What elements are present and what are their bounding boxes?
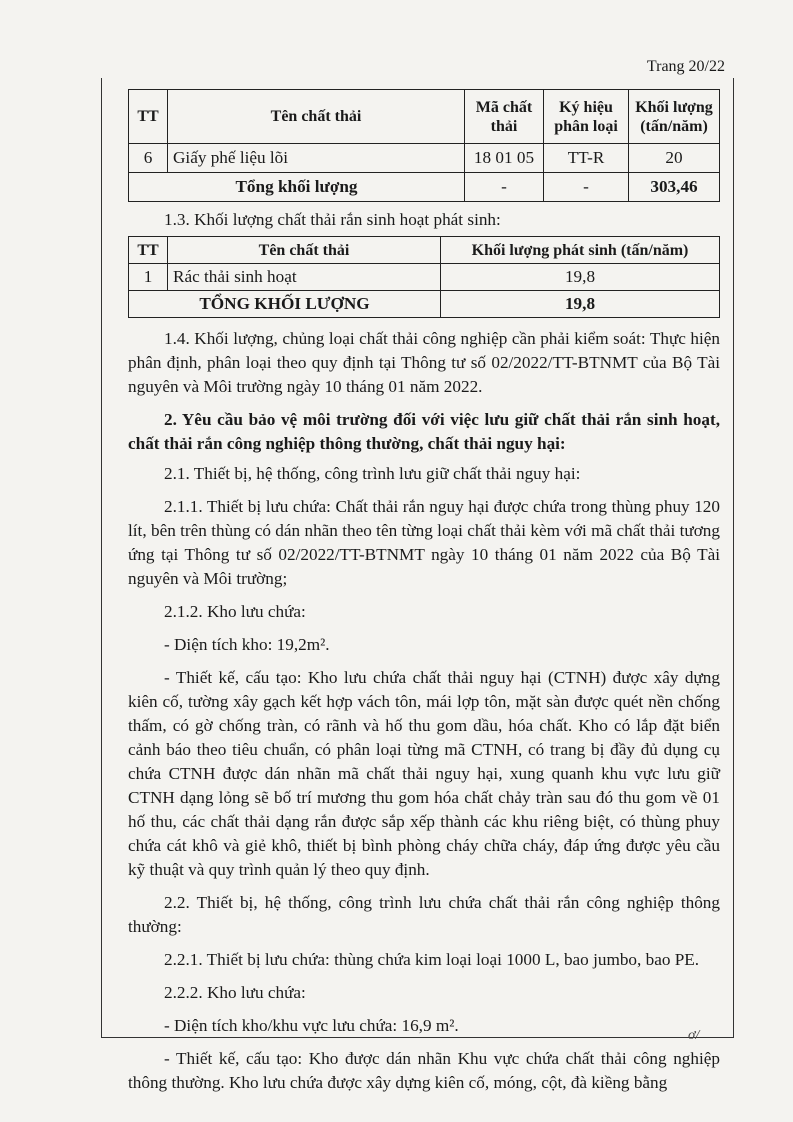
- cell-waste-name: Rác thải sinh hoạt: [168, 264, 441, 291]
- storage-design-2: - Thiết kế, cấu tạo: Kho được dán nhãn Khu vực chứa chất thải công nghiệp thông thường. Kho lưu chứa được xây dựng kiên cố, móng, cột, đà kiềng bằng: [128, 1049, 720, 1092]
- header-classification: Ký hiệu phân loại: [544, 90, 629, 144]
- header-tt: TT: [129, 237, 168, 264]
- cell-tt: 1: [129, 264, 168, 291]
- table-total-row: [129, 173, 720, 202]
- section-2-1: 2.1. Thiết bị, hệ thống, công trình lưu giữ chất thải nguy hại:: [164, 464, 581, 483]
- header-quantity: Khối lượng phát sinh (tấn/năm): [441, 237, 720, 264]
- cell-tt: 6: [129, 144, 168, 173]
- hazardous-waste-table: [128, 89, 720, 202]
- document-body: [128, 89, 720, 1095]
- header-quantity: Khối lượng (tấn/năm): [629, 90, 720, 144]
- total-quantity: 19,8: [441, 291, 720, 318]
- total-label: TỔNG KHỐI LƯỢNG: [129, 291, 441, 318]
- header-waste-code: Mã chất thải: [465, 90, 544, 144]
- header-tt: TT: [129, 90, 168, 144]
- section-1-3: 1.3. Khối lượng chất thải rắn sinh hoạt phát sinh:: [164, 210, 501, 229]
- total-quantity: 303,46: [629, 173, 720, 202]
- cell-waste-code: 18 01 05: [465, 144, 544, 173]
- cell-quantity: 20: [629, 144, 720, 173]
- table-header-row: [129, 90, 720, 144]
- storage-area-1-end: .: [325, 635, 330, 654]
- domestic-waste-table: [128, 236, 720, 318]
- table-row: [129, 144, 720, 173]
- storage-area-1-text: - Diện tích kho: 19,2m²: [164, 635, 326, 654]
- section-2-2: 2.2. Thiết bị, hệ thống, công trình lưu chứa chất thải rắn công nghiệp thông thường:: [128, 893, 720, 936]
- storage-design-1: - Thiết kế, cấu tạo: Kho lưu chứa chất thải nguy hại (CTNH) được xây dựng kiên cố, tường xây gạch kết hợp vách tôn, mái lợp tôn, mặt sàn được quét nền chống thấm, có gờ chống tràn, có rãnh và hố thu gom dầu, hóa chất. Kho có lắp đặt biển cảnh báo theo tiêu chuẩn, có phân loại từng mã CTNH, có trang bị đầy đủ dụng cụ chứa CTNH được dán nhãn mã chất thải nguy hại, xung quanh khu vực lưu giữ CTNH dạng lỏng sẽ bố trí mương thu gom hóa chất chảy tràn sau đó thu gom về 01 hố thu, các chất thải dạng rắn được sắp xếp thành các khu riêng biệt, có thùng phuy chứa cát khô và giẻ khô, thiết bị bình phòng cháy chữa cháy, đáp ứng được yêu cầu kỹ thuật và quy trình quản lý theo quy định.: [128, 668, 720, 879]
- section-2-2-1: 2.2.1. Thiết bị lưu chứa: thùng chứa kim loại loại 1000 L, bao jumbo, bao PE.: [164, 950, 700, 969]
- section-2-2-2: 2.2.2. Kho lưu chứa:: [164, 983, 306, 1002]
- total-code: -: [465, 173, 544, 202]
- cell-waste-name: Giấy phế liệu lõi: [168, 144, 465, 173]
- table-header-row: [129, 237, 720, 264]
- section-1-4: 1.4. Khối lượng, chủng loại chất thải công nghiệp cần phải kiểm soát: Thực hiện phân định, phân loại theo quy định tại Thông tư số 02/2022/TT-BTNMT của Bộ Tài nguyên và Môi trường ngày 10 tháng 01 năm 2022.: [128, 329, 720, 396]
- section-2-heading: 2. Yêu cầu bảo vệ môi trường đối với việc lưu giữ chất thải rắn sinh hoạt, chất thải rắn công nghiệp thông thường, chất thải nguy hại:: [128, 410, 720, 453]
- cell-classification: TT-R: [544, 144, 629, 173]
- initials-mark: ơ/: [688, 1028, 700, 1043]
- page-number: Trang 20/22: [646, 58, 725, 75]
- section-2-1-1: 2.1.1. Thiết bị lưu chứa: Chất thải rắn nguy hại được chứa trong thùng phuy 120 lít, bên trên thùng có dán nhãn theo tên từng loại chất thải kèm với mã chất thải tương ứng tại Thông tư số 02/2022/TT-BTNMT ngày 10 tháng 01 năm 2022 của Bộ Tài nguyên và Môi trường;: [128, 497, 720, 588]
- section-2-1-2: 2.1.2. Kho lưu chứa:: [164, 602, 306, 621]
- total-label: Tổng khối lượng: [129, 173, 465, 202]
- header-waste-name: Tên chất thải: [168, 90, 465, 144]
- header-waste-name: Tên chất thải: [168, 237, 441, 264]
- storage-area-1: [128, 633, 720, 657]
- table-row: [129, 264, 720, 291]
- table-total-row: [129, 291, 720, 318]
- total-classification: -: [544, 173, 629, 202]
- storage-area-2: - Diện tích kho/khu vực lưu chứa: 16,9 m².: [164, 1016, 459, 1035]
- cell-quantity: 19,8: [441, 264, 720, 291]
